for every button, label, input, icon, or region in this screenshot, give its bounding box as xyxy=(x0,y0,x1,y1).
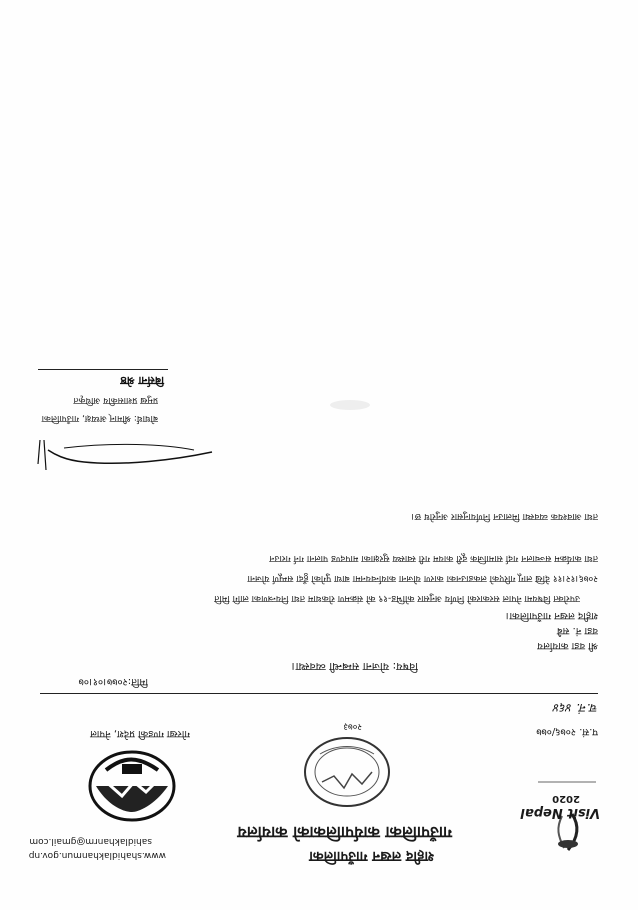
signature-image xyxy=(24,434,214,474)
place-text: गोरखा xyxy=(166,728,190,739)
visit-nepal-label: Visit Nepal xyxy=(520,805,600,820)
nepal-emblem-icon xyxy=(86,748,178,826)
subject-line: विषय: योजना सम्बन्धी व्यवस्था। xyxy=(291,660,418,673)
office-heading: शहीद लखन गाउँपालिका xyxy=(309,848,434,864)
signatory-stamp-name: बिर्सना श्रेष्ठ xyxy=(120,374,164,387)
recipient-line-3: शहीद लखन गाउँपालिका। xyxy=(505,610,598,621)
patra-sankhya: प.सं. २०७६/०७७ xyxy=(536,726,598,737)
signature-stroke xyxy=(24,434,214,474)
scan-smudge xyxy=(330,400,370,410)
recipient-line-2: वडा नं. सबै xyxy=(556,625,598,636)
website-text: www.shahidlakhanmun.gov.np xyxy=(28,850,166,860)
office-subheading: गाउँपालिका कार्यपालिकाको कार्यालय xyxy=(237,823,452,842)
body-line-4: तथा आवश्यक व्यवस्था मिलाउन निर्णयानुसार अनुरोध छ। xyxy=(411,511,598,522)
emblem-graphic xyxy=(86,748,178,826)
province-text: गण्डकी प्रदेश, नेपाल xyxy=(90,728,164,739)
body-line-1: उपरोक्त विषयमा नेपाल सरकारको निर्णय अनुसार कोभिड-१९ को संक्रमण रोकथाम तथा नियन्त्रणका लागि मिति xyxy=(214,593,580,604)
body-line-3: तथा कार्यक्रम सञ्चालन गर्दा सामाजिक दूरी कायम गरी स्वास्थ्य सुरक्षाका मापदण्ड पालना गर्न गराउन xyxy=(269,553,598,564)
signatory-name: बोधार्थ: श्रीमान् अध्यक्ष, गाउँपालिका xyxy=(41,413,158,423)
letter-date: मिति:२०७७।०१।०७ xyxy=(78,676,148,687)
recipient-line-1: श्री वडा कार्यालय xyxy=(537,640,598,651)
signatory-title: प्रमुख प्रशासकीय अधिकृत xyxy=(73,395,158,405)
chalani-number: च.नं. ४६४ xyxy=(553,701,598,715)
visit-nepal-year: 2020 xyxy=(552,793,580,804)
office-stamp xyxy=(292,720,402,810)
header-rule xyxy=(40,693,598,694)
stamp-year: २०७३ xyxy=(343,721,362,731)
visit-nepal-logo xyxy=(520,778,608,858)
body-line-2: २०७६।१२।११ देखि लागू गरिएको लकडाउनका कारण योजना कार्यान्वयनमा बाधा पुगेको हुँदा सम्पूर्ण योजना xyxy=(247,573,598,584)
email-text: sahidlakhanrm@gmail.com xyxy=(29,836,152,846)
signatory-underline xyxy=(38,369,168,370)
